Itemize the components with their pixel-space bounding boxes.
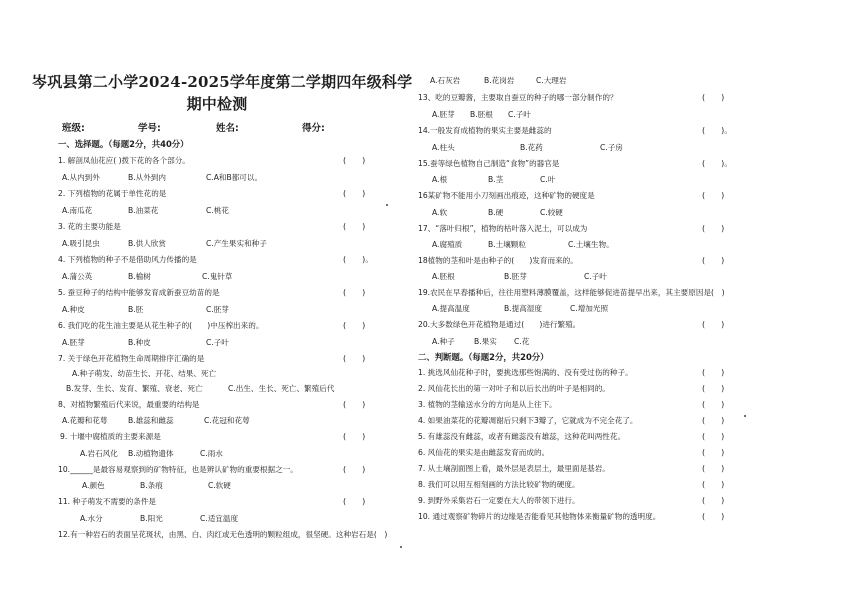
exam-title: 岑巩县第二小学2024-2025学年度第二学期四年级科学: [32, 73, 413, 91]
answer-option: C.胚芽: [206, 305, 229, 314]
answer-bracket: ( ): [702, 400, 725, 409]
answer-bracket: ( )。: [702, 126, 733, 135]
answer-bracket: ( ): [702, 416, 725, 425]
answer-option: A.胚芽: [62, 338, 85, 347]
question-text: 16某矿物不能用小刀刻画出痕迹，这种矿物的硬度是: [418, 191, 595, 200]
question-text: 12.有一种岩石的表面呈花斑状，由黑、白、肉红或无色透明的颗粒组成，很坚硬。这种岩石是( ): [58, 530, 388, 539]
answer-option: A.水分: [80, 514, 103, 523]
scan-speck: [386, 204, 388, 206]
answer-option: B.胚: [128, 305, 144, 314]
answer-option: C.子房: [600, 143, 623, 152]
question-text: 20.大多数绿色开花植物是通过( )进行繁殖。: [418, 320, 581, 329]
answer-bracket: ( )。: [702, 159, 733, 168]
answer-option: C.较硬: [540, 208, 563, 217]
scan-speck: [744, 415, 746, 417]
answer-option: B.雄蕊和雌蕊: [128, 416, 174, 425]
answer-bracket: ( ): [343, 189, 366, 198]
answer-option: A.腐殖质: [432, 240, 463, 249]
answer-option: C.软硬: [208, 481, 231, 490]
answer-option: B.油菜花: [128, 206, 159, 215]
student-id-label: 学号:: [138, 123, 161, 134]
answer-option: C.叶: [540, 175, 556, 184]
answer-bracket: ( ): [702, 224, 725, 233]
answer-option: C.适宜温度: [200, 514, 239, 523]
answer-bracket: ( ): [343, 156, 366, 165]
question-text: 4. 如果油菜花的花瓣凋谢后只剩下3瓣了，它就成为不完全花了。: [418, 416, 638, 425]
answer-option: A.南瓜花: [62, 206, 93, 215]
answer-bracket: ( ): [702, 496, 725, 505]
question-text: 9. 到野外采集岩石一定要在大人的带领下进行。: [418, 496, 580, 505]
answer-bracket: ( ): [343, 354, 366, 363]
question-text: 5. 有雄蕊没有雌蕊，或者有雌蕊没有雄蕊，这种花叫两性花。: [418, 432, 626, 441]
answer-option: C.A和B都可以。: [206, 173, 263, 182]
answer-option: A.吸引昆虫: [62, 239, 100, 248]
answer-bracket: ( ): [702, 512, 725, 521]
question-text: 4. 下列植物的种子不是借助风力传播的是: [58, 255, 197, 264]
question-text: 17、“落叶归根”，植物的枯叶落入泥土，可以成为: [418, 224, 588, 233]
answer-bracket: ( ): [343, 432, 366, 441]
answer-option: B.榆树: [128, 272, 151, 281]
answer-option: B.茎: [488, 175, 504, 184]
question-text: A.种子萌发、幼苗生长、开花、结果、死亡: [72, 369, 217, 378]
answer-bracket: ( ): [343, 321, 366, 330]
answer-option: C.土壤生物。: [568, 240, 614, 249]
question-text: 6. 风仙花的果实是由雌蕊发育而成的。: [418, 448, 550, 457]
question-text: 19.农民在早春播种后，往往用塑料薄膜覆盖，这样能够促进苗提早出来，其主要原因是( ): [418, 288, 725, 297]
answer-option: B.胚芽: [504, 272, 527, 281]
answer-option: B.条痕: [140, 481, 163, 490]
answer-option: A.种子: [432, 337, 455, 346]
question-text: 1. 解剖凤仙花应( )拨下花的各个部分。: [58, 156, 190, 165]
answer-bracket: ( ): [702, 256, 725, 265]
answer-bracket: ( ): [702, 368, 725, 377]
class-label: 班级:: [62, 123, 85, 134]
answer-bracket: ( ): [702, 464, 725, 473]
answer-bracket: ( ): [702, 320, 725, 329]
exam-subtitle: 期中检测: [186, 95, 248, 113]
answer-option: A.从内到外: [62, 173, 100, 182]
answer-option: C.大理岩: [536, 76, 567, 85]
answer-option: B.土壤颗粒: [488, 240, 526, 249]
section-choice-heading: 一、选择题。（每题2分，共40分）: [58, 139, 189, 149]
answer-option: B.花药: [520, 143, 543, 152]
answer-option: B.硬: [488, 208, 504, 217]
answer-option: B.花岗岩: [484, 76, 515, 85]
answer-option: C.产生果实和种子: [206, 239, 267, 248]
answer-option: B.胚根: [470, 110, 493, 119]
question-text: 7. 从土壤剖面图上看，最外层是表层土，最里面是基岩。: [418, 464, 610, 473]
answer-option: A.提高温度: [432, 304, 470, 313]
question-text: 10. 通过观察矿物碎片的边缘是否能看见其他物体来衡量矿物的透明度。: [418, 512, 661, 521]
answer-bracket: ( )。: [343, 255, 374, 264]
section-judge-heading: 二、判断题。（每题2分，共20分）: [418, 352, 549, 362]
answer-option: C.子叶: [584, 272, 607, 281]
answer-bracket: ( ): [343, 497, 366, 506]
question-text: 18植物的茎和叶是由种子的( )发育而来的。: [418, 256, 578, 265]
answer-option: A.胚根: [432, 272, 455, 281]
question-text: 11. 种子萌发不需要的条件是: [58, 497, 157, 506]
question-text: 2. 下列植物的花属于单性花的是: [58, 189, 167, 198]
answer-bracket: ( ): [702, 448, 725, 457]
answer-option: A.岩石风化: [80, 449, 118, 458]
answer-option: B.发芽、生长、发育、繁殖、衰老、死亡: [66, 384, 203, 393]
question-text: 15.蚕等绿色植物自己制造“食物”的器官是: [418, 159, 560, 168]
answer-option: C.子叶: [508, 110, 531, 119]
answer-option: B.果实: [474, 337, 497, 346]
answer-bracket: ( ): [702, 480, 725, 489]
answer-bracket: ( ): [343, 400, 366, 409]
answer-option: C.桃花: [206, 206, 229, 215]
answer-option: B.提高湿度: [504, 304, 542, 313]
answer-option: A.胚芽: [432, 110, 455, 119]
question-text: 8、对植物繁殖后代来说，最重要的结构是: [58, 400, 200, 409]
answer-bracket: ( ): [343, 288, 366, 297]
answer-option: C.出生、生长、死亡、繁殖后代: [228, 384, 335, 393]
answer-option: C.子叶: [206, 338, 229, 347]
answer-option: B.从外到内: [128, 173, 166, 182]
question-text: 5. 蚕豆种子的结构中能够发育成新蚕豆幼苗的是: [58, 288, 220, 297]
answer-option: A.颜色: [82, 481, 105, 490]
question-text: 10.______是最容易观察到的矿物特征，也是辨认矿物的重要根据之一。: [58, 465, 298, 474]
answer-option: C.增加光照: [570, 304, 609, 313]
answer-option: C.花冠和花萼: [204, 416, 250, 425]
answer-option: A.蒲公英: [62, 272, 93, 281]
name-label: 姓名:: [216, 123, 239, 134]
answer-option: A.石灰岩: [430, 76, 461, 85]
answer-bracket: ( ): [702, 384, 725, 393]
answer-bracket: ( ): [343, 222, 366, 231]
score-label: 得分:: [302, 123, 325, 134]
question-text: 8. 我们可以用互相刻画的方法比较矿物的硬度。: [418, 480, 580, 489]
question-text: 3. 花的主要功能是: [58, 222, 121, 231]
answer-option: B.种皮: [128, 338, 151, 347]
question-text: 14.一般发育成植物的果实主要是雌蕊的: [418, 126, 552, 135]
answer-option: A.柱头: [432, 143, 455, 152]
answer-option: A.种皮: [62, 305, 85, 314]
scan-speck: [400, 546, 402, 548]
answer-bracket: ( ): [702, 432, 725, 441]
question-text: 2. 风仙花长出的第一对叶子和以后长出的叶子是相同的。: [418, 384, 610, 393]
answer-option: B.动植物遗体: [128, 449, 174, 458]
answer-option: A.花瓣和花萼: [62, 416, 108, 425]
answer-bracket: ( ): [702, 93, 725, 102]
question-text: 13、吃的豆瓣酱，主要取自蚕豆的种子的哪一部分制作的？: [418, 93, 618, 102]
answer-option: B.阳光: [140, 514, 163, 523]
answer-bracket: ( ): [343, 465, 366, 474]
answer-option: B.供人欣赏: [128, 239, 166, 248]
question-text: 3. 植物的茎输送水分的方向是从上往下。: [418, 400, 557, 409]
answer-option: C.鬼针草: [202, 272, 233, 281]
answer-option: C.花: [514, 337, 530, 346]
question-text: 1. 挑选风仙花种子时，要挑选那些饱满的、没有受过伤的种子。: [418, 368, 633, 377]
question-text: 6. 我们吃的花生油主要是从花生种子的( )中压榨出来的。: [58, 321, 264, 330]
answer-bracket: ( ): [702, 191, 725, 200]
answer-option: A.根: [432, 175, 448, 184]
question-text: 7. 关于绿色开花植物生命周期排序汇确的是: [58, 354, 205, 363]
answer-option: C.雨水: [200, 449, 223, 458]
question-text: 9. 十堰中腐植质的主要来源是: [60, 432, 161, 441]
answer-option: A.软: [432, 208, 448, 217]
